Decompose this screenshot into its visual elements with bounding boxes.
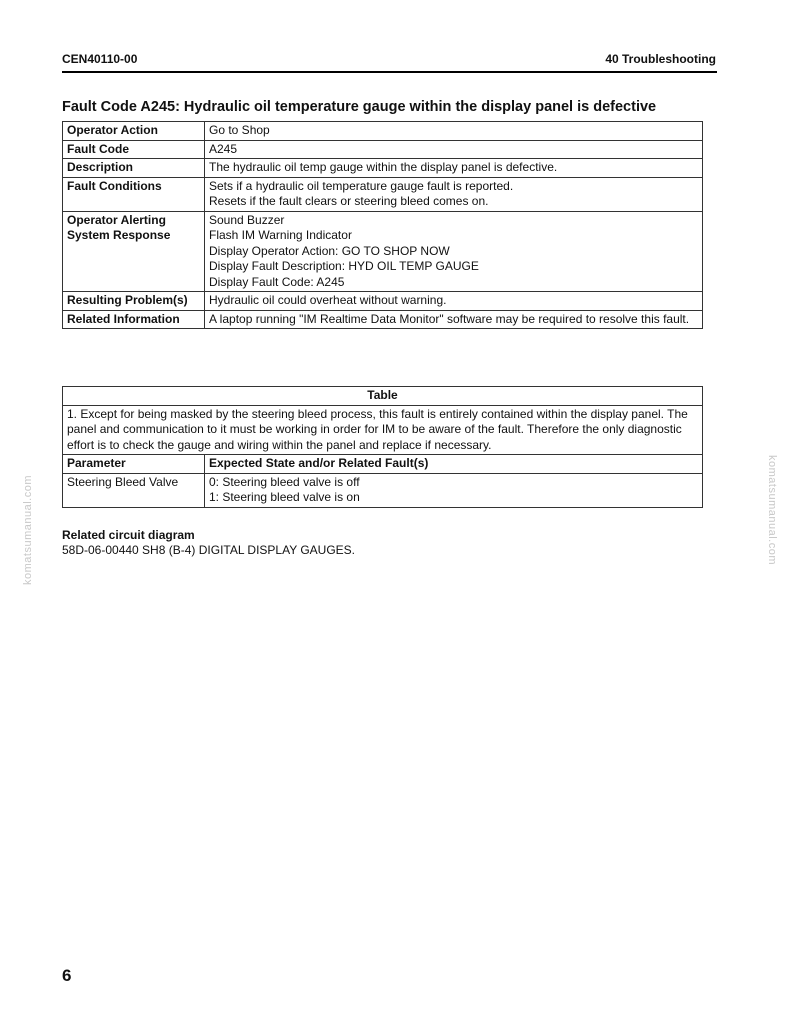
row-value: Sound Buzzer Flash IM Warning Indicator Display Operator Action: GO TO SHOP NOW Display Fault Description: HYD OIL TEMP GAUGE Display Fault Code: A245 xyxy=(205,211,703,292)
page-title: Fault Code A245: Hydraulic oil temperature gauge within the display panel is defective xyxy=(62,99,657,115)
row-label: Fault Conditions xyxy=(63,177,205,211)
table-row xyxy=(63,211,703,292)
row-label: Operator Alerting System Response xyxy=(63,211,205,292)
table-row xyxy=(63,122,703,141)
row-label: Description xyxy=(63,159,205,178)
table-heading: Table xyxy=(63,387,703,406)
expected-cell: 0: Steering bleed valve is off 1: Steering bleed valve is on xyxy=(205,473,703,507)
row-label: Related Information xyxy=(63,310,205,329)
table-row xyxy=(63,140,703,159)
row-value: The hydraulic oil temp gauge within the display panel is defective. xyxy=(205,159,703,178)
table-row xyxy=(63,177,703,211)
row-value: Go to Shop xyxy=(205,122,703,141)
header-divider xyxy=(62,71,717,73)
table-heading-row xyxy=(63,387,703,406)
related-diagram-title: Related circuit diagram xyxy=(62,528,195,542)
parameter-cell: Steering Bleed Valve xyxy=(63,473,205,507)
watermark-right: komatsumanual.com xyxy=(766,455,778,565)
table-note: 1. Except for being masked by the steering bleed process, this fault is entirely contained within the display panel. The panel and communication to it must be working in order for IM to be aware of the fault. Therefore the only diagnostic effort is to check the gauge and wiring within the panel and replace if necessary. xyxy=(63,405,703,455)
row-label: Fault Code xyxy=(63,140,205,159)
section-title: 40 Troubleshooting xyxy=(605,52,716,66)
column-header-parameter: Parameter xyxy=(63,455,205,474)
row-label: Resulting Problem(s) xyxy=(63,292,205,311)
page-number: 6 xyxy=(62,966,72,985)
row-value: Sets if a hydraulic oil temperature gauge fault is reported. Resets if the fault clears or steering bleed comes on. xyxy=(205,177,703,211)
row-value: Hydraulic oil could overheat without warning. xyxy=(205,292,703,311)
row-label: Operator Action xyxy=(63,122,205,141)
table-header-row xyxy=(63,455,703,474)
table-row xyxy=(63,292,703,311)
related-diagram-reference: 58D-06-00440 SH8 (B-4) DIGITAL DISPLAY GAUGES. xyxy=(62,543,356,557)
row-value: A245 xyxy=(205,140,703,159)
row-value: A laptop running "IM Realtime Data Monitor" software may be required to resolve this fault. xyxy=(205,310,703,329)
table-row xyxy=(63,159,703,178)
watermark-left: komatsumanual.com xyxy=(22,475,34,585)
table-row xyxy=(63,473,703,507)
fault-code-table xyxy=(62,121,703,329)
column-header-expected: Expected State and/or Related Fault(s) xyxy=(205,455,703,474)
table-note-row xyxy=(63,405,703,455)
diagnostic-table xyxy=(62,386,703,508)
table-row xyxy=(63,310,703,329)
document-id: CEN40110-00 xyxy=(62,52,138,66)
